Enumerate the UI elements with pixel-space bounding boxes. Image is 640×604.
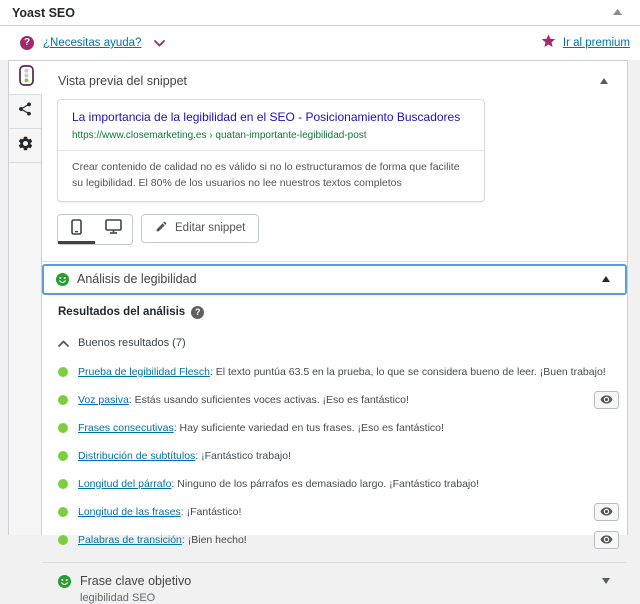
result-text: : ¡Fantástico trabajo! <box>195 449 292 462</box>
metabox-titlebar <box>0 0 640 26</box>
good-score-smiley-icon <box>56 273 69 286</box>
tab-social-share[interactable] <box>9 95 41 129</box>
result-text: : Estás usando suficientes voces activas. ¡Eso es fantástico! <box>128 393 409 406</box>
edit-snippet-button[interactable] <box>141 214 259 243</box>
snippet-section <box>42 61 627 262</box>
metabox-title: Yoast SEO <box>12 5 75 20</box>
readability-section <box>42 264 627 548</box>
tab-seo-analysis[interactable] <box>9 61 43 95</box>
yoast-panel <box>8 60 628 604</box>
desktop-monitor-icon <box>105 219 122 239</box>
mobile-preview-button[interactable] <box>58 215 95 244</box>
good-result-dot-icon <box>58 507 68 517</box>
good-result-dot-icon <box>58 535 68 545</box>
good-result-dot-icon <box>58 395 68 405</box>
snippet-controls <box>57 214 613 245</box>
premium-star-icon <box>540 33 557 54</box>
analysis-result-row <box>58 449 619 464</box>
good-results-toggle[interactable] <box>58 334 619 352</box>
snippet-preview-description: Crear contenido de calidad no es válido si no lo estructuramos de forma que facilite su legibilidad. El 80% de los usuarios no lee nuestros textos completos <box>72 161 460 190</box>
analysis-result-row <box>58 365 619 380</box>
device-toggle-group <box>57 214 133 245</box>
tab-settings[interactable] <box>9 129 41 163</box>
gear-icon <box>17 135 34 157</box>
edit-snippet-label: Editar snippet <box>175 222 246 235</box>
result-link[interactable]: Voz pasiva <box>78 393 129 406</box>
result-link[interactable]: Prueba de legibilidad Flesch <box>78 365 210 378</box>
readability-section-title: Análisis de legibilidad <box>77 272 197 287</box>
mobile-phone-icon <box>71 219 82 240</box>
result-text: : Ninguno de los párrafos es demasiado largo. ¡Fantástico trabajo! <box>171 477 479 490</box>
analysis-result-row <box>58 393 619 408</box>
good-result-dot-icon <box>58 423 68 433</box>
collapse-readability-icon[interactable] <box>602 276 611 283</box>
result-text: : ¡Bien hecho! <box>181 533 247 546</box>
keyphrase-value: legibilidad SEO <box>80 591 156 604</box>
need-help-link[interactable]: ¿Necesitas ayuda? <box>43 37 142 49</box>
result-link[interactable]: Longitud de las frases <box>78 505 181 518</box>
snippet-section-header[interactable] <box>56 61 613 99</box>
help-bar <box>0 26 640 60</box>
help-question-icon[interactable]: ? <box>20 36 34 50</box>
keyphrase-section-header[interactable] <box>42 562 627 604</box>
result-link[interactable]: Distribución de subtítulos <box>78 449 196 462</box>
snippet-preview-title[interactable]: La importancia de la legibilidad en el SEO - Posicionamiento Buscadores <box>72 110 461 124</box>
result-link[interactable]: Frases consecutivas <box>78 421 174 434</box>
result-text: : El texto puntúa 63.5 en la prueba, lo que se considera bueno de leer. ¡Buen trabajo! <box>209 365 606 378</box>
sidebar-tabs <box>9 61 42 535</box>
go-premium-link[interactable]: Ir al premium <box>562 37 630 49</box>
snippet-preview <box>57 99 485 202</box>
share-icon <box>17 101 33 122</box>
snippet-title-block <box>58 100 484 151</box>
results-heading-row <box>58 306 619 319</box>
results-heading: Resultados del análisis <box>58 306 186 319</box>
pencil-icon <box>155 220 168 236</box>
eye-button[interactable] <box>594 531 619 549</box>
result-text: : ¡Fantástico! <box>180 505 242 518</box>
analysis-result-row <box>58 505 619 520</box>
chevron-up-icon <box>58 334 69 352</box>
good-results-label: Buenos resultados (7) <box>78 336 186 349</box>
good-result-dot-icon <box>58 479 68 489</box>
good-result-dot-icon <box>58 367 68 377</box>
results-list <box>58 365 619 548</box>
eye-button[interactable] <box>594 391 619 409</box>
good-result-dot-icon <box>58 451 68 461</box>
desktop-preview-button[interactable] <box>95 215 132 244</box>
good-score-smiley-icon <box>58 575 71 588</box>
expand-keyphrase-icon[interactable] <box>602 578 611 585</box>
readability-section-header[interactable] <box>42 264 627 295</box>
snippet-preview-url: https://www.closemarketing.es › quatan-importante-legibilidad-post <box>72 130 367 141</box>
analysis-result-row <box>58 477 619 492</box>
eye-button[interactable] <box>594 503 619 521</box>
result-text: : Hay suficiente variedad en tus frases. ¡Eso es fantástico! <box>173 421 444 434</box>
collapse-snippet-icon[interactable] <box>600 78 609 85</box>
panel-content <box>42 61 627 604</box>
snippet-section-title: Vista previa del snippet <box>58 74 188 88</box>
result-link[interactable]: Palabras de transición <box>78 533 182 546</box>
analysis-results <box>42 306 627 548</box>
traffic-light-icon <box>19 65 34 91</box>
result-link[interactable]: Longitud del párrafo <box>78 477 172 490</box>
keyphrase-section-title: Frase clave objetivo <box>80 573 192 588</box>
results-help-icon[interactable]: ? <box>191 306 204 319</box>
chevron-down-icon[interactable] <box>154 40 165 47</box>
analysis-result-row <box>58 533 619 548</box>
analysis-result-row <box>58 421 619 436</box>
collapse-metabox-icon[interactable] <box>613 9 622 16</box>
